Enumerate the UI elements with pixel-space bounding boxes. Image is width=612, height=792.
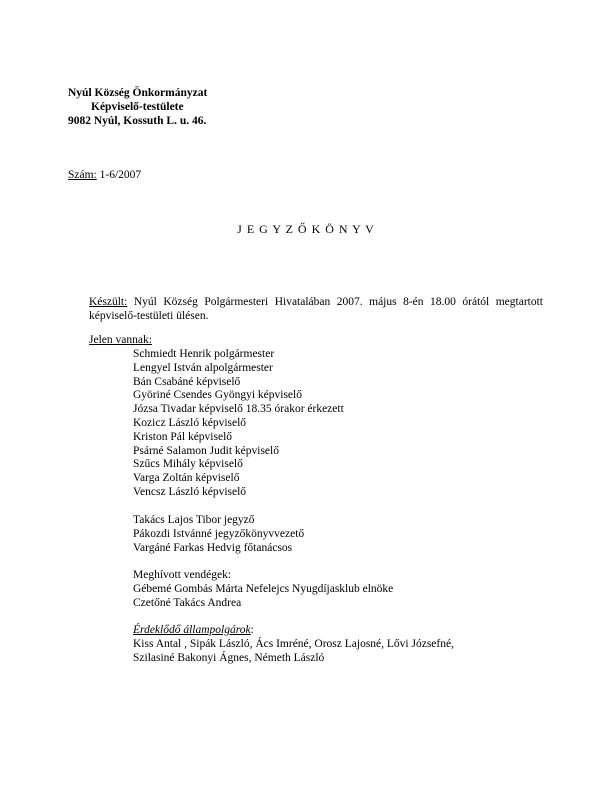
list-item: Kriston Pál képviselő (133, 430, 233, 443)
staff-list (133, 514, 304, 555)
list-item: Lengyel István alpolgármester (133, 361, 273, 374)
members-list (133, 348, 344, 500)
prepared-label: Készült: (89, 296, 128, 308)
list-item: Gébemé Gombás Márta Nefelejcs Nyugdíjasklub elnöke (133, 582, 394, 595)
list-item: Kozicz László képviselő (133, 416, 247, 429)
letterhead-address: 9082 Nyúl, Kossuth L. u. 46. (68, 115, 207, 127)
reference-number-label: Szám: (68, 169, 97, 181)
reference-number-value: 1-6/2007 (96, 169, 142, 181)
list-item: Varga Zoltán képviselő (133, 472, 240, 485)
letterhead-line-2: Képviselő-testülete (91, 101, 184, 113)
prepared-paragraph (89, 295, 543, 323)
document-title: J E G Y Z Ő K Ö N Y V (237, 222, 375, 236)
guests-list (133, 569, 393, 610)
citizens-label-suffix: : (250, 624, 254, 636)
guests-label: Meghívott vendégek: (133, 569, 232, 581)
list-item: Kiss Antal , Sipák László, Ács Imréné, Orosz Lajosné, Lővi Józsefné, (133, 637, 454, 650)
list-item: Czetőné Takács Andrea (133, 596, 242, 609)
list-item: Pákozdi Istvánné jegyzőkönyvvezető (133, 527, 305, 540)
present-label: Jelen vannak: (89, 334, 152, 346)
list-item: Schmiedt Henrik polgármester (133, 348, 275, 360)
prepared-text: Nyúl Község Polgármesteri Hivatalában 2007. május 8-én 18.00 órától megtartott képviselő-testületi ülésen. (89, 296, 543, 322)
citizens-heading (133, 624, 454, 638)
list-item: Psárné Salamon Judit képviselő (133, 444, 279, 457)
letterhead (68, 86, 207, 128)
citizens-label: Érdeklődő állampolgárok (133, 624, 251, 636)
list-item: Szilasiné Bakonyi Ágnes, Németh László (133, 651, 325, 664)
list-item: Vencsz László képviselő (133, 485, 247, 498)
list-item: Józsa Tivadar képviselő 18.35 órakor érkezett (133, 403, 344, 416)
list-item: Takács Lajos Tibor jegyző (133, 514, 255, 526)
reference-number (68, 169, 141, 181)
list-item: Bán Csabáné képviselő (133, 375, 241, 388)
present-heading (89, 334, 152, 346)
letterhead-line-1: Nyúl Község Önkormányzat (68, 87, 208, 99)
list-item: Vargáné Farkas Hedvig főtanácsos (133, 541, 293, 554)
citizens-list (133, 624, 454, 665)
list-item: Györiné Csendes Gyöngyi képviselő (133, 389, 302, 402)
list-item: Szűcs Mihály képviselő (133, 458, 243, 471)
